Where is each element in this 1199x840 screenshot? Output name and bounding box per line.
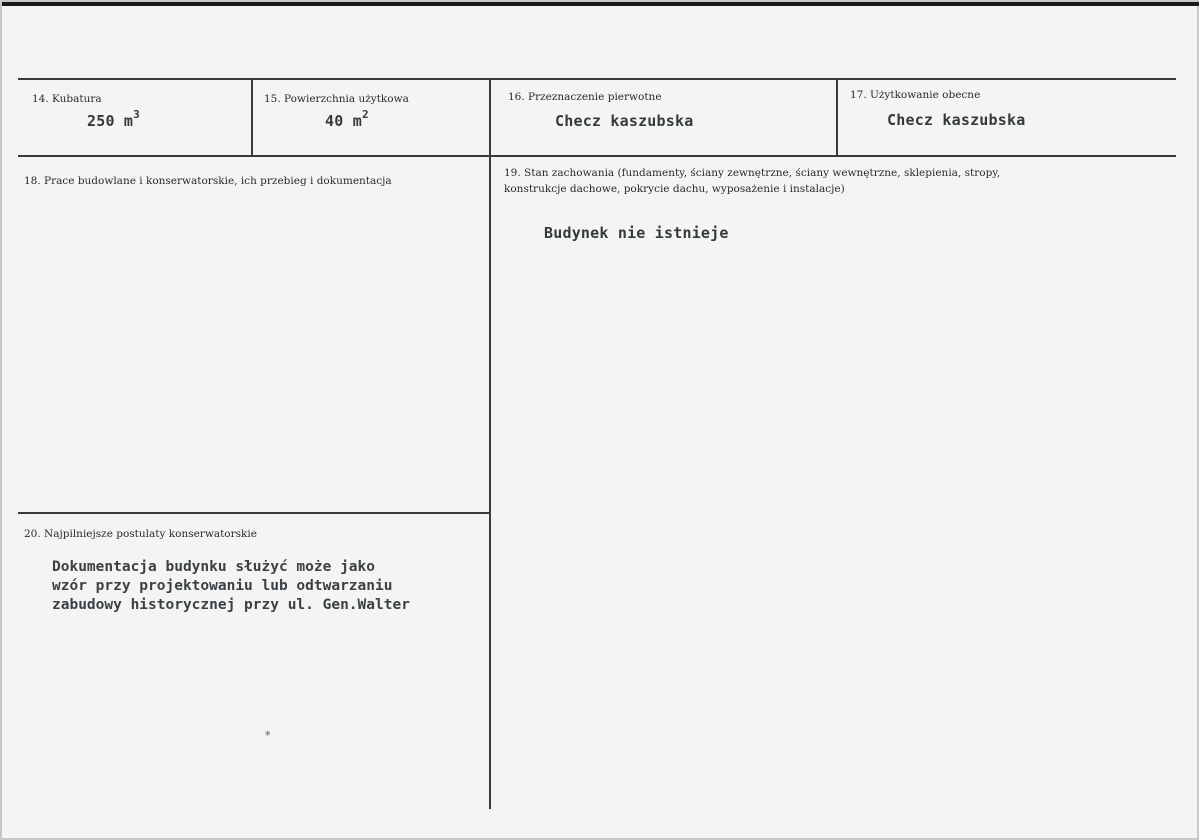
field-16-label: 16. Przeznaczenie pierwotne <box>508 91 662 103</box>
field-14-value <box>87 110 140 130</box>
field-20-line: Dokumentacja budynku służyć może jako <box>52 559 376 575</box>
top-edge <box>2 2 1199 6</box>
field-14-exponent: 3 <box>133 108 140 121</box>
field-19-value: Budynek nie istnieje <box>544 224 729 242</box>
field-14-number: 250 m <box>87 112 134 130</box>
field-19-label-line2: konstrukcje dachowe, pokrycie dachu, wyposażenie i instalacje) <box>504 183 845 195</box>
field-20-label: 20. Najpilniejsze postulaty konserwatorskie <box>24 528 257 540</box>
field-20-line: wzór przy projektowaniu lub odtwarzaniu <box>52 578 393 594</box>
top-rule <box>18 78 1176 80</box>
middle-rule <box>18 155 1176 157</box>
paper-speck: ∗ <box>264 729 272 739</box>
field-15-value <box>325 110 369 130</box>
section-20-rule <box>18 512 490 514</box>
field-20-value <box>52 558 410 615</box>
field-20-line: zabudowy historycznej przy ul. Gen.Walter <box>52 597 410 613</box>
field-15-number: 40 m <box>325 112 362 130</box>
divider-15-16 <box>489 79 491 809</box>
divider-14-15 <box>251 79 253 156</box>
field-16-value: Checz kaszubska <box>555 112 694 130</box>
field-17-label: 17. Użytkowanie obecne <box>850 89 981 101</box>
field-17-value: Checz kaszubska <box>887 111 1026 129</box>
field-15-label: 15. Powierzchnia użytkowa <box>264 93 409 105</box>
field-18-label: 18. Prace budowlane i konserwatorskie, ich przebieg i dokumentacja <box>24 175 392 187</box>
field-19-label-line1: 19. Stan zachowania (fundamenty, ściany zewnętrzne, ściany wewnętrzne, sklepienia, stropy, <box>504 167 1001 179</box>
field-15-exponent: 2 <box>361 108 369 121</box>
divider-16-17 <box>836 79 838 156</box>
field-14-label: 14. Kubatura <box>32 93 102 105</box>
